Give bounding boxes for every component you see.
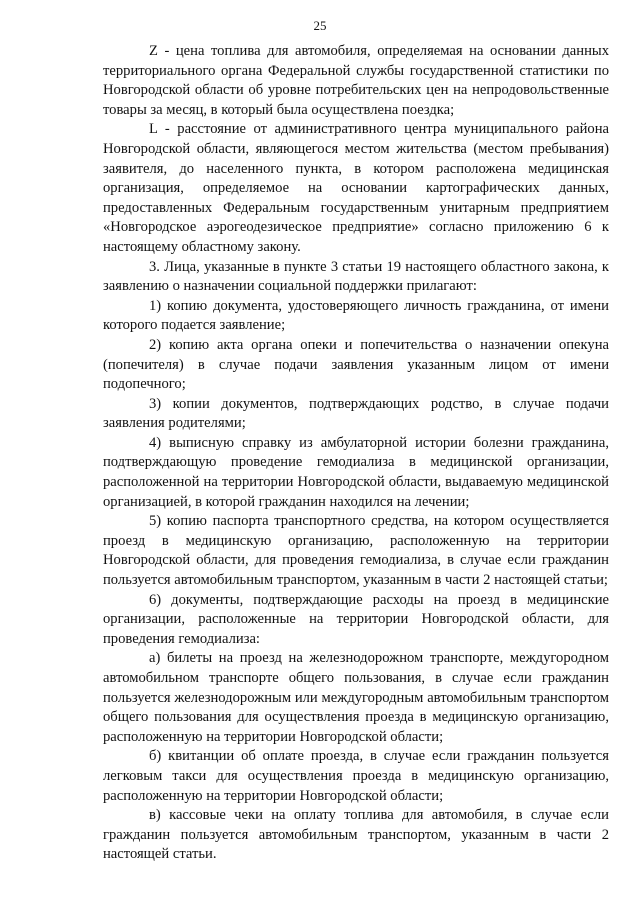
paragraph-section-3: 3. Лица, указанные в пункте 3 статьи 19 настоящего областного закона, к заявлению о назначении социальной поддержки прилагают: <box>103 258 609 295</box>
page-number: 25 <box>313 18 327 33</box>
list-item-6: 6) документы, подтверждающие расходы на проезд в медицинские организации, расположенные на территории Новгородской области, для проведения гемодиализа: <box>103 591 609 647</box>
sub-item-v: в) кассовые чеки на оплату топлива для автомобиля, в случае если гражданин пользуется автомобильным транспортом, указанным в части 2 настоящей статьи. <box>103 807 609 863</box>
list-item-3: 3) копии документов, подтверждающих родство, в случае подачи заявления родителями; <box>103 395 609 432</box>
list-item-1: 1) копию документа, удостоверяющего личность гражданина, от имени которого подается заявление; <box>103 297 609 334</box>
document-body <box>103 42 609 865</box>
list-item-4: 4) выписную справку из амбулаторной истории болезни гражданина, подтверждающую проведение гемодиализа в медицинской организации, расположенной на территории Новгородской области, выдаваемую медицинской организацией, в которой гражданин находился на лечении; <box>103 434 609 510</box>
paragraph-l-definition: L - расстояние от административного центра муниципального района Новгородской области, являющегося местом жительства (местом пребывания) заявителя, до населенного пункта, в котором расположена медицинская организация, определяемое на основании картографических данных, предоставленных Федеральным государственным унитарным предприятием «Новгородское аэрогеодезическое предприятие» согласно приложению 6 к настоящему областному закону. <box>103 121 609 255</box>
list-item-5: 5) копию паспорта транспортного средства, на котором осуществляется проезд в медицинскую организацию, расположенную на территории Новгородской области, для проведения гемодиализа, в случае если гражданин пользуется автомобильным транспортом, указанным в части 2 настоящей статьи; <box>103 513 609 589</box>
paragraph-z-definition: Z - цена топлива для автомобиля, определяемая на основании данных территориального органа Федеральной службы государственной статистики по Новгородской области об уровне потребительских цен на непродовольственные товары за месяц, в который была осуществлена поездка; <box>103 43 609 118</box>
sub-item-b: б) квитанции об оплате проезда, в случае если гражданин пользуется легковым такси для осуществления проезда в медицинскую организацию, расположенную на территории Новгородской области; <box>103 748 609 804</box>
sub-item-a: а) билеты на проезд на железнодорожном транспорте, междугородном автомобильном транспорте общего пользования, в случае если гражданин пользуется железнодорожным или междугородным автомобильным транспортом общего пользования для осуществления проезда в медицинскую организацию, расположенную на территории Новгородской области; <box>103 650 609 745</box>
list-item-2: 2) копию акта органа опеки и попечительства о назначении опекуна (попечителя) в случае подачи заявления указанным лицом от имени подопечного; <box>103 336 609 393</box>
